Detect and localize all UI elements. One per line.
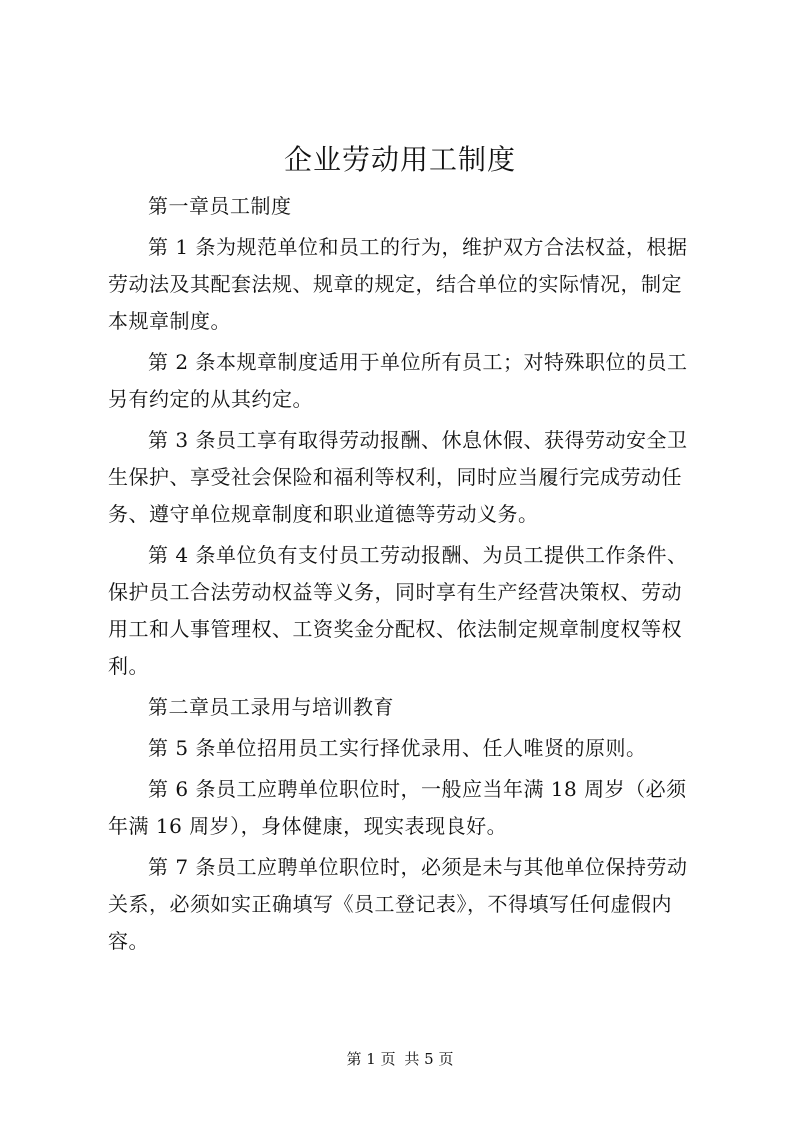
- page-number: 第 1 页: [346, 1050, 396, 1068]
- paragraph-line: 保护员工合法劳动权益等义务，同时享有生产经营决策权、劳动: [108, 580, 682, 604]
- paragraph-line: 第 5 条单位招用员工实行择优录用、任人唯贤的原则。: [148, 736, 647, 760]
- page-total: 共 5 页: [404, 1050, 454, 1068]
- paragraph: [108, 849, 708, 960]
- paragraph-line: 第一章员工制度: [148, 194, 292, 218]
- paragraph-line: 第 4 条单位负有支付员工劳动报酬、为员工提供工作条件、: [148, 543, 688, 567]
- paragraph: [108, 689, 708, 726]
- paragraph: [108, 188, 708, 225]
- paragraph: [108, 537, 708, 685]
- document-title: 企业劳动用工制度: [283, 143, 516, 176]
- paragraph-line: 第 1 条为规范单位和员工的行为，维护双方合法权益，根据: [148, 235, 688, 259]
- paragraph-line: 劳动法及其配套法规、规章的规定，结合单位的实际情况，制定: [108, 272, 682, 296]
- paragraph-line: 利。: [108, 654, 149, 678]
- paragraph-line: 第 7 条员工应聘单位职位时，必须是未与其他单位保持劳动: [148, 855, 688, 879]
- paragraph-line: 生保护、享受社会保险和福利等权利，同时应当履行完成劳动任: [108, 465, 682, 489]
- paragraph: [108, 344, 708, 418]
- paragraph-line: 第 2 条本规章制度适用于单位所有员工；对特殊职位的员工: [148, 350, 688, 374]
- paragraph: [108, 422, 708, 533]
- document-body: [108, 188, 708, 964]
- paragraph-line: 第 6 条员工应聘单位职位时，一般应当年满 18 周岁（必须: [148, 777, 687, 801]
- paragraph-line: 第二章员工录用与培训教育: [148, 695, 394, 719]
- paragraph: [108, 730, 708, 767]
- paragraph-line: 关系，必须如实正确填写《员工登记表》，不得填写任何虚假内: [108, 892, 672, 916]
- paragraph-line: 第 3 条员工享有取得劳动报酬、休息休假、获得劳动安全卫: [148, 428, 688, 452]
- paragraph-line: 务、遵守单位规章制度和职业道德等劳动义务。: [108, 502, 539, 526]
- paragraph-line: 另有约定的从其约定。: [108, 387, 313, 411]
- paragraph-line: 年满 16 周岁），身体健康，现实表现良好。: [108, 814, 508, 838]
- paragraph: [108, 229, 708, 340]
- paragraph: [108, 771, 708, 845]
- page-footer: [0, 1049, 800, 1069]
- paragraph-line: 用工和人事管理权、工资奖金分配权、依法制定规章制度权等权: [108, 617, 682, 641]
- paragraph-line: 容。: [108, 929, 149, 953]
- paragraph-line: 本规章制度。: [108, 309, 231, 333]
